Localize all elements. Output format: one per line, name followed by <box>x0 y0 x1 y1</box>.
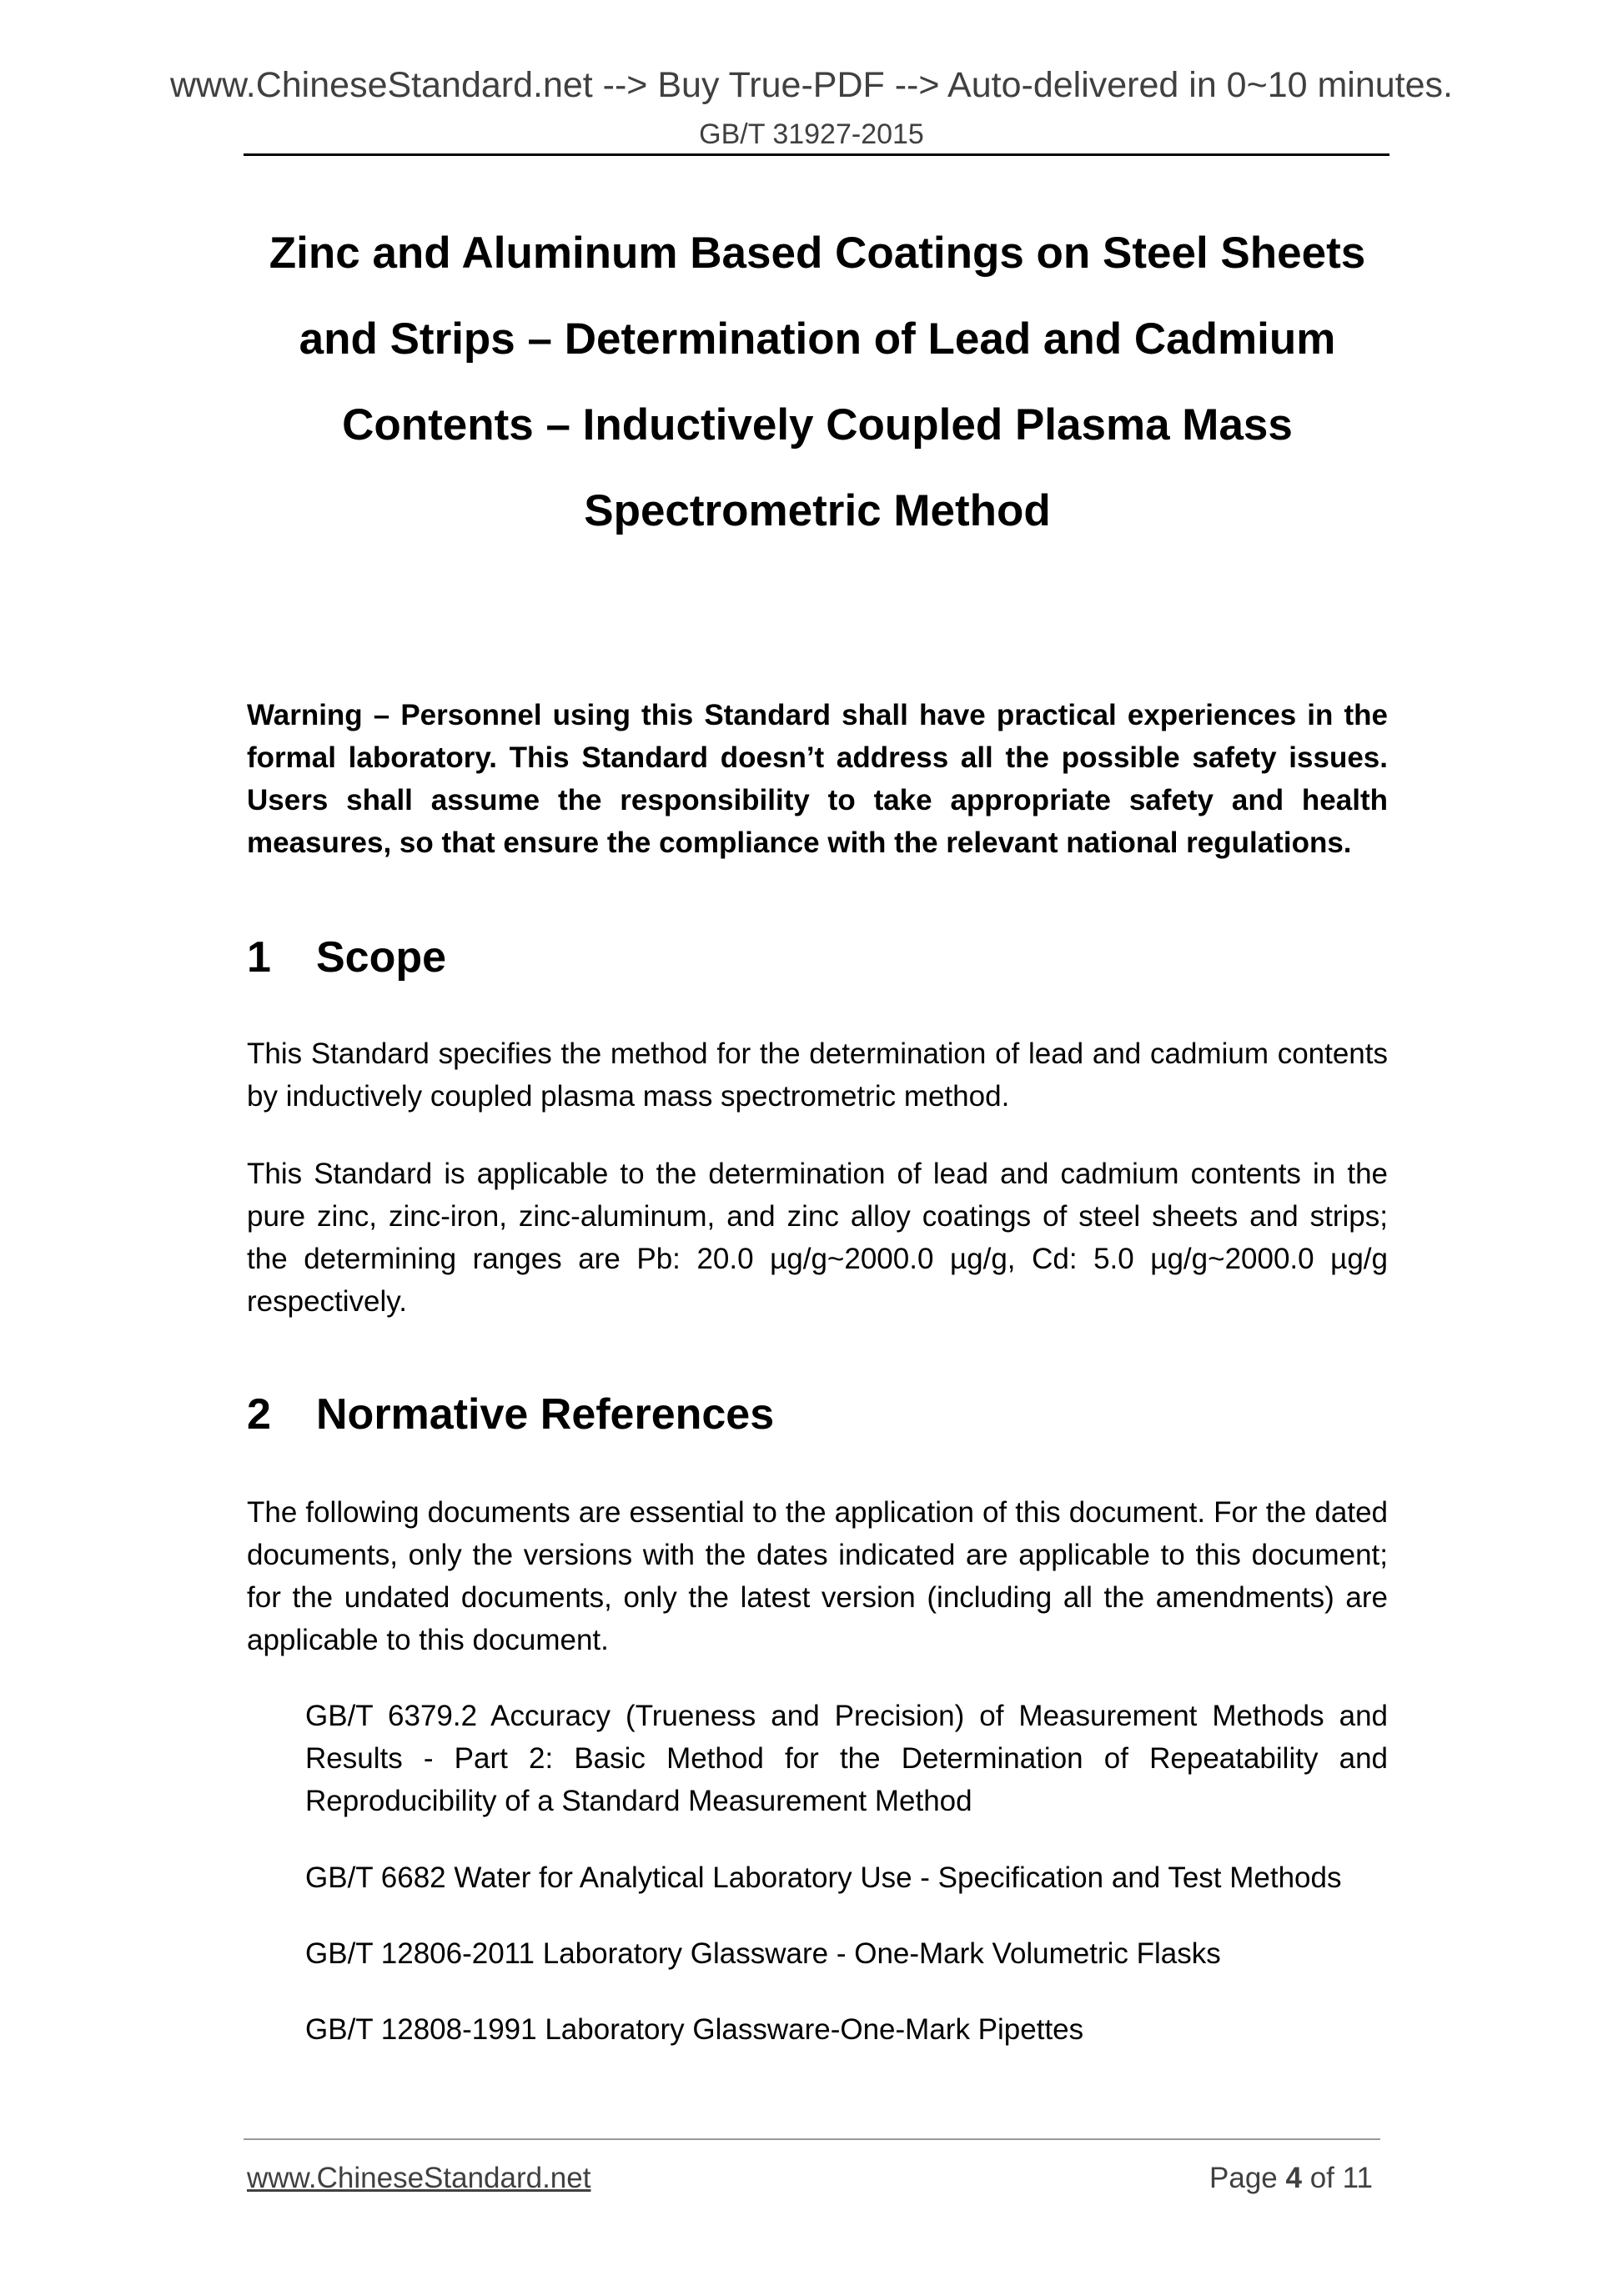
reference-item: GB/T 6379.2 Accuracy (Trueness and Precision) of Measurement Methods and Results - Part 2: Basic Method for the Determination of Repeatability and Reproducibility of a Standard Measurement Method <box>305 1700 1388 1817</box>
reference-item: GB/T 6682 Water for Analytical Laboratory Use - Specification and Test Methods <box>305 1861 1342 1894</box>
document-title: Zinc and Aluminum Based Coatings on Steel Sheets and Strips – Determination of Lead and Cadmium Contents – Inductively Coupled Plasma Mass Spectrometric Method <box>269 229 1366 535</box>
reference-item: GB/T 12808-1991 Laboratory Glassware-One-Mark Pipettes <box>305 2013 1084 2046</box>
references-intro-paragraph: The following documents are essential to the application of this document. For the dated documents, only the versions with the dates indicated are applicable to this document; for the undated documents, only the latest version (including all the amendments) are applicable to this document. <box>247 1496 1388 1656</box>
section-number: 1 <box>247 933 271 982</box>
page-prefix: Page <box>1209 2162 1278 2194</box>
section-heading-scope <box>247 932 446 982</box>
section-heading-normative-references <box>247 1389 774 1439</box>
section-number: 2 <box>247 1390 271 1439</box>
reference-item: GB/T 12806-2011 Laboratory Glassware - One-Mark Volumetric Flasks <box>305 1937 1221 1970</box>
header-divider <box>244 153 1389 156</box>
total-pages: 11 <box>1342 2162 1373 2194</box>
section-title: Scope <box>316 933 447 982</box>
scope-paragraph-1: This Standard specifies the method for the determination of lead and cadmium contents by inductively coupled plasma mass spectrometric method. <box>247 1037 1388 1113</box>
page-of: of <box>1309 2162 1334 2194</box>
header-banner: www.ChineseStandard.net --> Buy True-PDF --> Auto-delivered in 0~10 minutes. <box>169 65 1453 105</box>
standard-number: GB/T 31927-2015 <box>699 118 924 150</box>
warning-paragraph: Warning – Personnel using this Standard shall have practical experiences in the formal laboratory. This Standard doesn’t address all the possible safety issues. Users shall assume the responsibility to take appropriate safety and health measures, so that ensure the compliance with the relevant national regulations. <box>247 699 1388 859</box>
scope-paragraph-2: This Standard is applicable to the determination of lead and cadmium contents in the pure zinc, zinc-iron, zinc-aluminum, and zinc alloy coatings of steel sheets and strips; the determining ranges are Pb: 20.0 µg/g~2000.0 µg/g, Cd: 5.0 µg/g~2000.0 µg/g respectively. <box>247 1158 1388 1318</box>
footer-divider <box>244 2138 1380 2140</box>
section-title: Normative References <box>316 1390 775 1439</box>
footer-website-link[interactable]: www.ChineseStandard.net <box>247 2162 591 2194</box>
page-indicator <box>1209 2162 1373 2195</box>
current-page: 4 <box>1285 2162 1302 2194</box>
